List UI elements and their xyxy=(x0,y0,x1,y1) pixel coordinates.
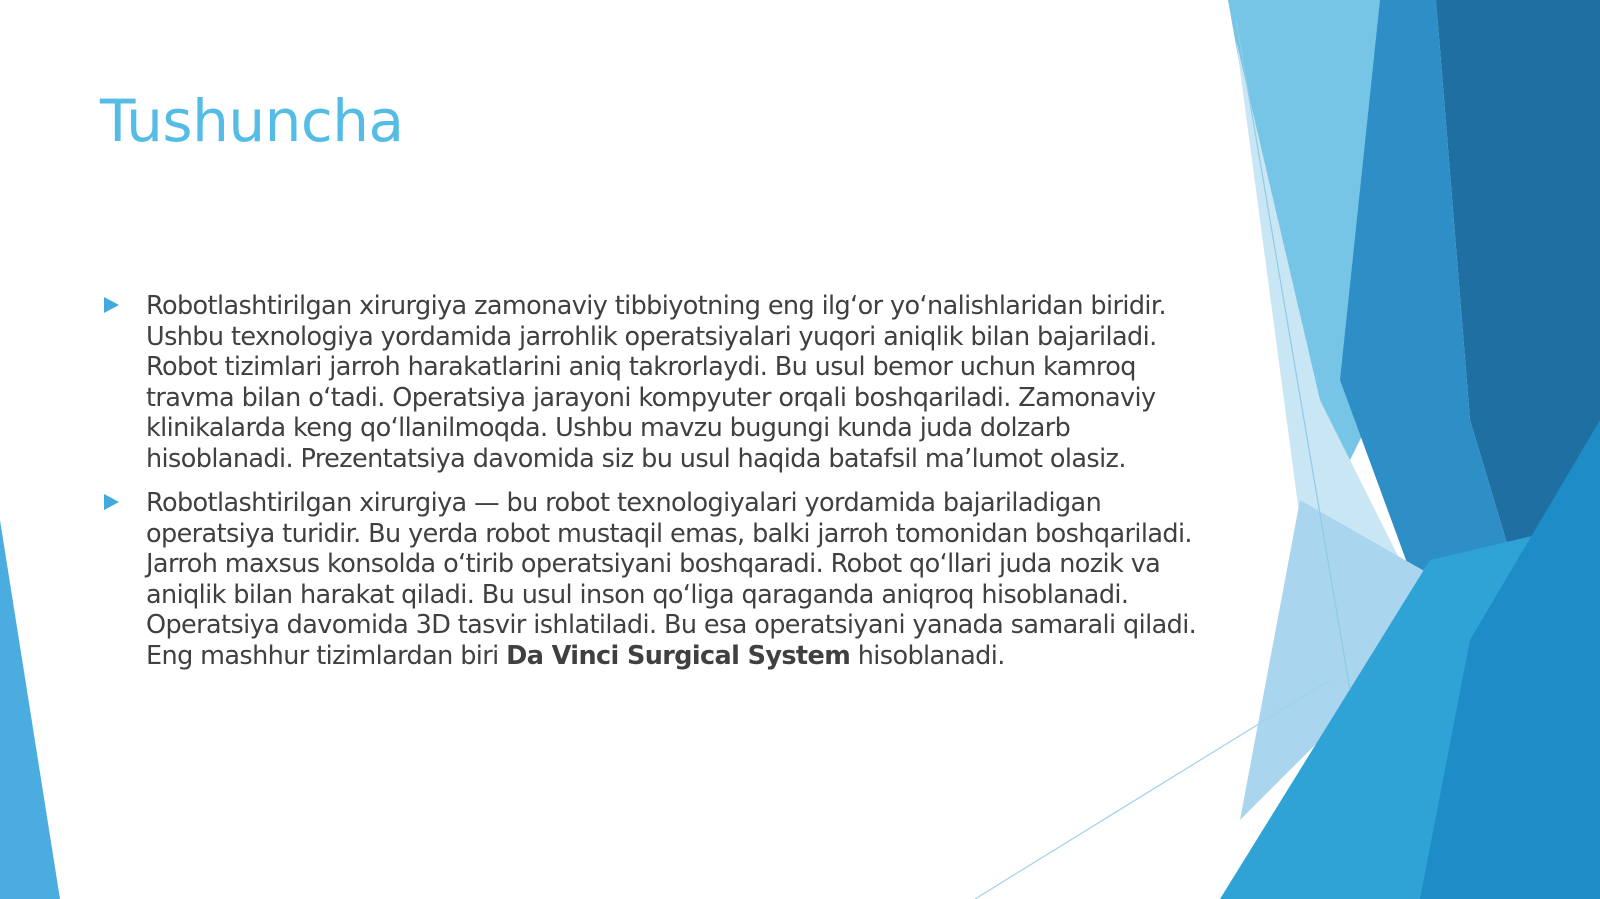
system-name-bold: Da Vinci Surgical System xyxy=(506,640,851,671)
bullet-text: Robotlashtirilgan xirurgiya zamonaviy tibbiyotning eng ilg‘or yo‘nalishlaridan biridir. Ushbu texnologiya yordamida jarrohlik operatsiyalari yuqori aniqlik bilan bajariladi. Robot tizimlari jarroh harakatlarini aniq takrorlaydi. Bu usul bemor uchun kamroq travma bilan o‘tadi. Operatsiya jarayoni kompyuter orqali boshqariladi. Zamonaviy klinikalarda keng qo‘llanilmoqda. Ushbu mavzu bugungi kunda juda dolzarb hisoblanadi. Prezentatsiya davomida siz bu usul haqida batafsil ma’lumot olasiz. xyxy=(146,291,1166,474)
bullet-list xyxy=(102,291,1202,685)
slide-title: Tushuncha xyxy=(100,87,404,155)
bullet-text-part: hisoblanadi. xyxy=(850,640,1005,671)
bullet-item xyxy=(102,291,1202,474)
bullet-text xyxy=(146,488,1202,671)
triangle-right-icon xyxy=(104,297,119,313)
bullet-text-part: Robotlashtirilgan xirurgiya — bu robot texnologiyalari yordamida bajariladigan operatsiya turidir. Bu yerda robot mustaqil emas, balki jarroh tomonidan boshqariladi. Jarroh maxsus konsolda o‘tirib operatsiyani boshqaradi. Robot qo‘llari juda nozik va aniqlik bilan harakat qiladi. Bu usul inson qo‘liga qaraganda aniqroq hisoblanadi. Operatsiya davomida 3D tasvir ishlatiladi. Bu esa operatsiyani yanada samarali qiladi. Eng mashhur tizimlardan biri xyxy=(146,488,1197,671)
triangle-right-icon xyxy=(104,494,119,510)
bullet-item xyxy=(102,488,1202,671)
left-edge-shape xyxy=(0,520,60,899)
